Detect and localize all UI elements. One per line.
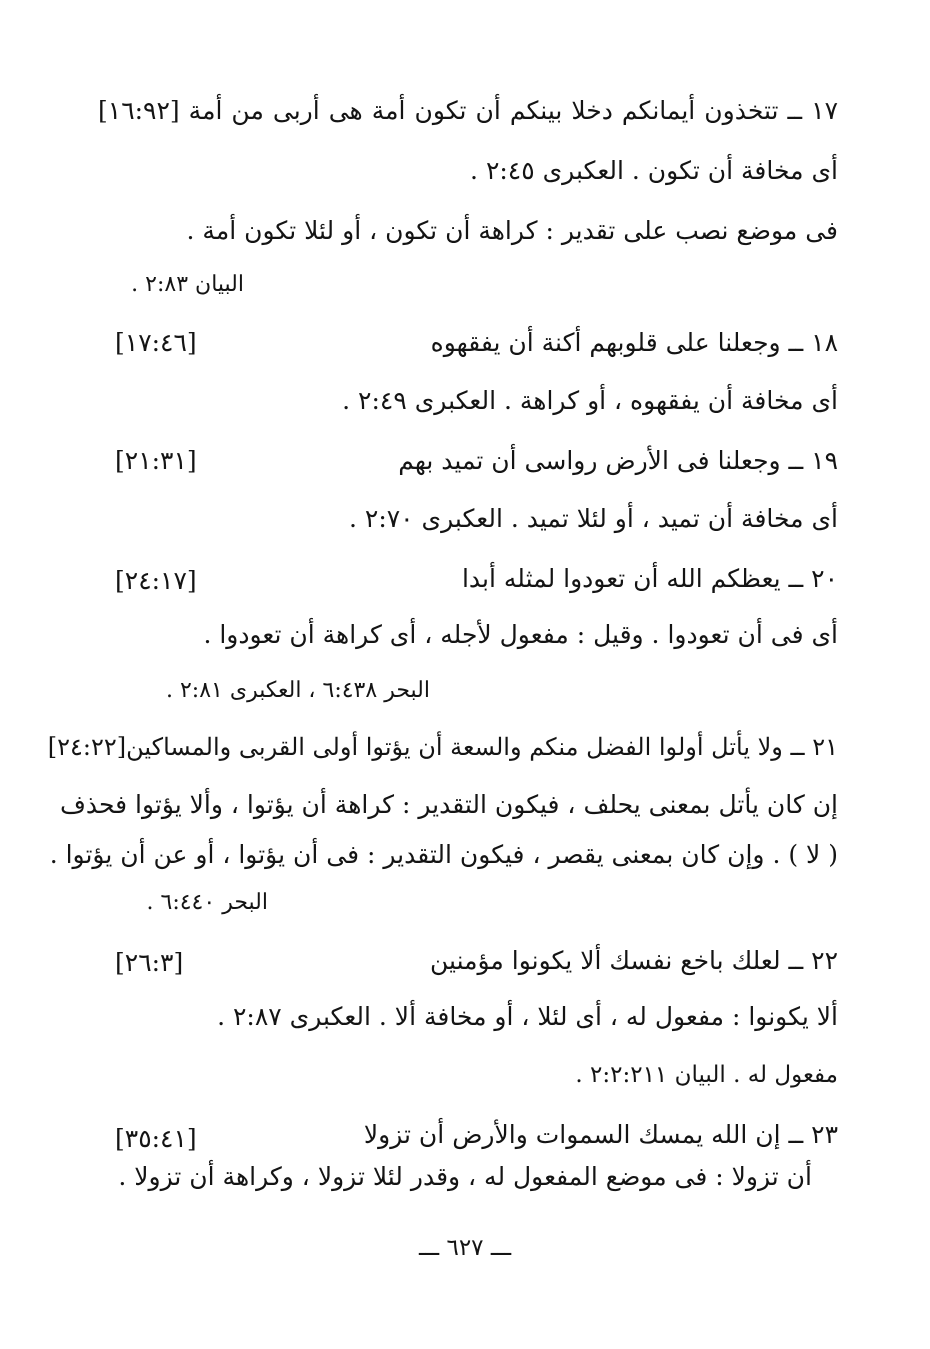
verse-19-reference: [٢١:٣١] [115,446,197,475]
source-citation: البيان ٢:٨٣ . [131,272,244,297]
verse-23-line: ٢٣ ــ إن الله يمسك السموات والأرض أن تزولا [363,1120,838,1149]
commentary-line: ( لا ) . وإن كان بمعنى يقصر ، فيكون التقدير : فى أن يؤتوا ، أو عن أن يؤتوا . [49,840,838,869]
verse-21-line: ٢١ ــ ولا يأتل أولوا الفضل منكم والسعة أن يؤتوا أولى القربى والمساكين[٢٤:٢٢] [47,733,838,761]
source-citation: مفعول له . البيان ٢:٢:٢١١ . [575,1062,838,1088]
commentary-line: أن تزولا : فى موضع المفعول له ، وقدر لئلا تزولا ، وكراهة أن تزولا . [118,1162,812,1191]
commentary-line: أى مخافة أن تكون . العكبرى ٢:٤٥ . [470,156,838,185]
commentary-line: فى موضع نصب على تقدير : كراهة أن تكون ، أو لئلا تكون أمة . [186,216,838,245]
verse-18-line: ١٨ ــ وجعلنا على قلوبهم أكنة أن يفقهوه [430,328,838,357]
source-citation: البحر ٦:٤٣٨ ، العكبرى ٢:٨١ . [165,678,430,703]
verse-20-line: ٢٠ ــ يعظكم الله أن تعودوا لمثله أبدا [461,564,838,593]
commentary-line: ألا يكونوا : مفعول له ، أى لئلا ، أو مخافة ألا . العكبرى ٢:٨٧ . [217,1002,838,1031]
commentary-line: أى مخافة أن تميد ، أو لئلا تميد . العكبرى ٢:٧٠ . [348,504,838,533]
verse-17-line: ١٧ ــ تتخذون أيمانكم دخلا بينكم أن تكون أمة هى أربى من أمة [١٦:٩٢] [98,96,838,125]
commentary-line: أى فى أن تعودوا . وقيل : مفعول لأجله ، أى كراهة أن تعودوا . [203,620,838,649]
verse-18-reference: [١٧:٤٦] [115,328,197,357]
source-citation: البحر ٦:٤٤٠ . [146,890,268,915]
verse-19-line: ١٩ ــ وجعلنا فى الأرض رواسى أن تميد بهم [398,446,838,475]
verse-22-line: ٢٢ ــ لعلك باخع نفسك ألا يكونوا مؤمنين [430,946,838,975]
verse-22-reference: [٢٦:٣] [115,948,184,977]
verse-23-reference: [٣٥:٤١] [115,1124,197,1153]
commentary-line: أى مخافة أن يفقهوه ، أو كراهة . العكبرى ٢:٤٩ . [342,386,838,415]
page-number: ـــ ٦٢٧ ـــ [418,1235,512,1261]
verse-20-reference: [٢٤:١٧] [115,566,197,595]
commentary-line: إن كان يأتل بمعنى يحلف ، فيكون التقدير : كراهة أن يؤتوا ، وألا يؤتوا فحذف [59,790,838,819]
